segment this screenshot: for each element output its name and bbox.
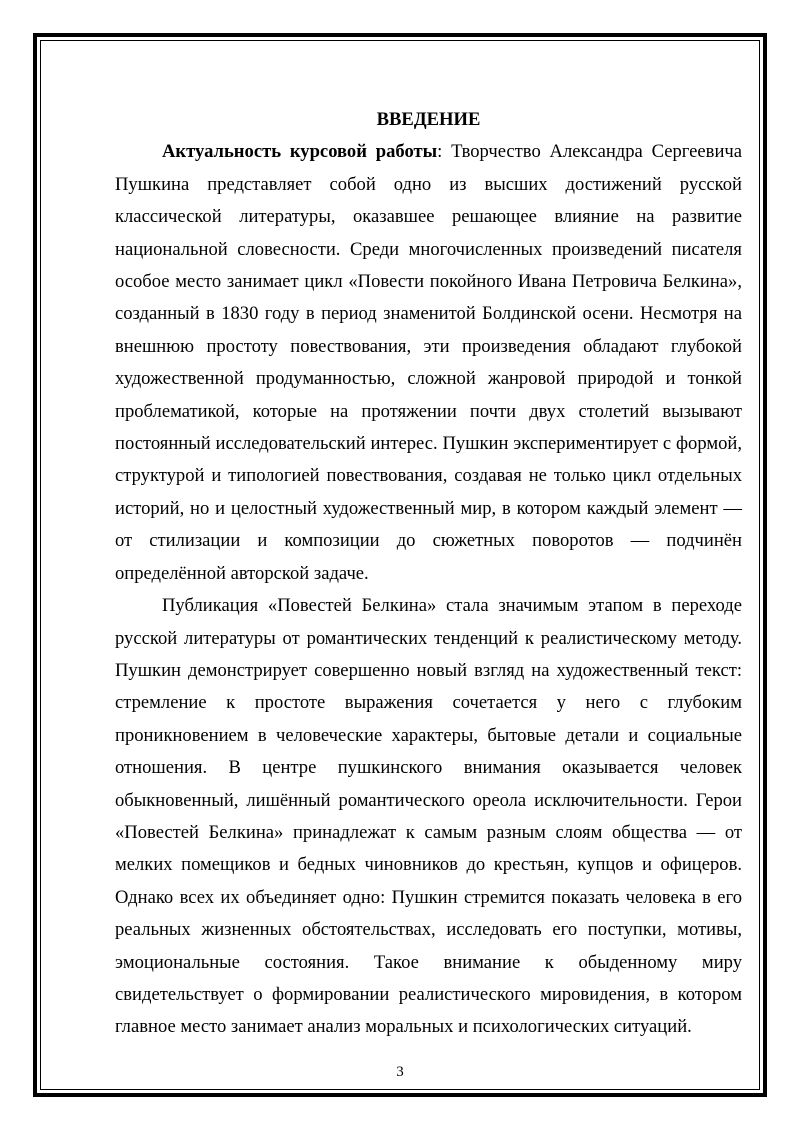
section-heading: ВВЕДЕНИЕ bbox=[376, 109, 481, 130]
paragraph-publication: Публикация «Повестей Белкина» стала значимым этапом в переходе русской литературы от романтических тенденций к реалистическому методу. Пушкин демонстрирует совершенно новый взгляд на художественный текст: стремление к простоте выражения сочетается у него с глубоким проникновением в человеческие характеры, бытовые детали и социальные отношения. В центре пушкинского внимания оказывается человек обыкновенный, лишённый романтического ореола исключительности. Герои «Повестей Белкина» принадлежат к самым разным слоям общества — от мелких помещиков и бедных чиновников до крестьян, купцов и офицеров. Однако всех их объединяет одно: Пушкин стремится показать человека в его реальных жизненных обстоятельствах, исследовать его поступки, мотивы, эмоциональные состояния. Такое внимание к обыденному миру свидетельствует о формировании реалистического мировидения, в котором главное место занимает анализ моральных и психологических ситуаций. bbox=[115, 595, 742, 1038]
paragraph-relevance bbox=[115, 136, 742, 590]
document-body bbox=[115, 104, 742, 1044]
page-number: 3 bbox=[396, 1064, 404, 1080]
relevance-lead: Актуальность курсовой работы bbox=[162, 141, 438, 163]
relevance-text: : Творчество Александра Сергеевича Пушкина представляет собой одно из высших достижений русской классической литературы, оказавшее решающее влияние на развитие национальной словесности. Среди многочисленных произведений писателя особое место занимает цикл «Повести покойного Ивана Петровича Белкина», созданный в 1830 году в период знаменитой Болдинской осени. Несмотря на внешнюю простоту повествования, эти произведения обладают глубокой художественной продуманностью, сложной жанровой природой и тонкой проблематикой, которые на протяжении почти двух столетий вызывают постоянный исследовательский интерес. Пушкин экспериментирует с формой, структурой и типологией повествования, создавая не только цикл отдельных историй, но и целостный художественный мир, в котором каждый элемент — от стилизации и композиции до сюжетных поворотов — подчинён определённой авторской задаче. bbox=[115, 141, 742, 584]
